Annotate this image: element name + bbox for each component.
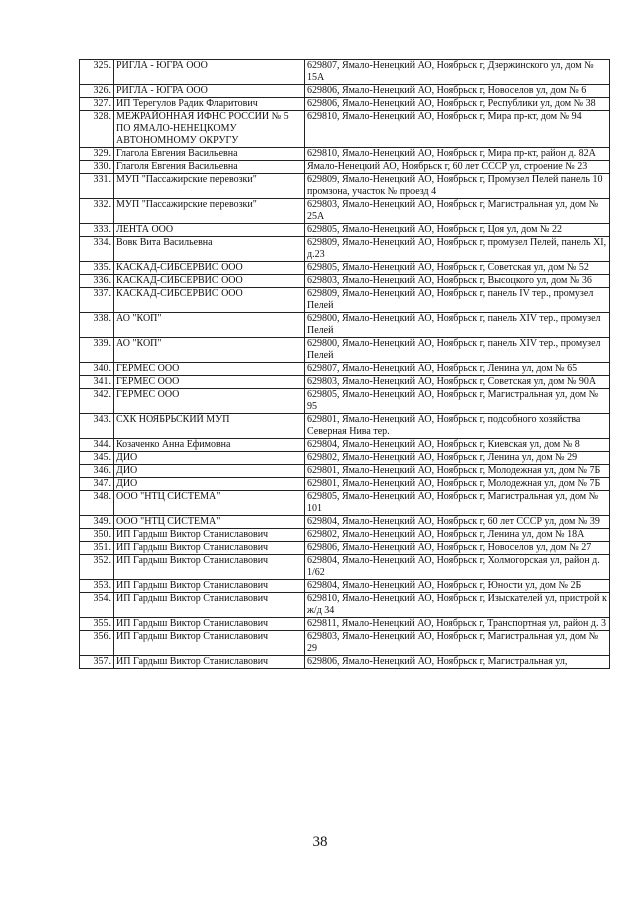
table-row [80,363,610,376]
row-number: 345. [80,452,114,465]
organization-name: ГЕРМЕС ООО [114,389,305,414]
table-row [80,224,610,237]
row-number: 340. [80,363,114,376]
organization-name: ООО "НТЦ СИСТЕМА" [114,491,305,516]
address: 629804, Ямало-Ненецкий АО, Ноябрьск г, Юности ул, дом № 2Б [305,580,610,593]
row-number: 356. [80,631,114,656]
organization-name: ГЕРМЕС ООО [114,376,305,389]
table-row [80,288,610,313]
row-number: 338. [80,313,114,338]
address: 629803, Ямало-Ненецкий АО, Ноябрьск г, Магистральная ул, дом № 25А [305,199,610,224]
table-row [80,414,610,439]
organization-name: МЕЖРАЙОННАЯ ИФНС РОССИИ № 5 ПО ЯМАЛО-НЕНЕЦКОМУ АВТОНОМНОМУ ОКРУГУ [114,111,305,148]
row-number: 325. [80,60,114,85]
organization-name: Вовк Вита Васильевна [114,237,305,262]
table-row [80,618,610,631]
organization-name: ИП Терегулов Радик Фларитович [114,98,305,111]
address: 629803, Ямало-Ненецкий АО, Ноябрьск г, Магистральная ул, дом № 29 [305,631,610,656]
row-number: 357. [80,656,114,669]
address: 629810, Ямало-Ненецкий АО, Ноябрьск г, Изыскателей ул, пристрой к ж/д 34 [305,593,610,618]
address: 629803, Ямало-Ненецкий АО, Ноябрьск г, Советская ул, дом № 90А [305,376,610,389]
row-number: 330. [80,161,114,174]
address: 629804, Ямало-Ненецкий АО, Ноябрьск г, Холмогорская ул, район д. 1/62 [305,555,610,580]
organization-name: МУП "Пассажирские перевозки" [114,174,305,199]
row-number: 328. [80,111,114,148]
table-row [80,376,610,389]
address: 629810, Ямало-Ненецкий АО, Ноябрьск г, Мира пр-кт, дом № 94 [305,111,610,148]
table-row [80,516,610,529]
organization-name: ГЕРМЕС ООО [114,363,305,376]
address: 629809, Ямало-Ненецкий АО, Ноябрьск г, промузел Пелей, панель XI, д.23 [305,237,610,262]
row-number: 355. [80,618,114,631]
row-number: 347. [80,478,114,491]
address: 629801, Ямало-Ненецкий АО, Ноябрьск г, подсобного хозяйства Северная Нива тер. [305,414,610,439]
table-row [80,478,610,491]
address: 629805, Ямало-Ненецкий АО, Ноябрьск г, Магистральная ул, дом № 101 [305,491,610,516]
row-number: 336. [80,275,114,288]
row-number: 334. [80,237,114,262]
address: 629811, Ямало-Ненецкий АО, Ноябрьск г, Транспортная ул, район д. 3 [305,618,610,631]
address: 629804, Ямало-Ненецкий АО, Ноябрьск г, 60 лет СССР ул, дом № 39 [305,516,610,529]
row-number: 335. [80,262,114,275]
organization-name: РИГЛА - ЮГРА ООО [114,85,305,98]
row-number: 333. [80,224,114,237]
row-number: 329. [80,148,114,161]
table-row [80,529,610,542]
address: 629805, Ямало-Ненецкий АО, Ноябрьск г, Советская ул, дом № 52 [305,262,610,275]
address: 629805, Ямало-Ненецкий АО, Ноябрьск г, Цоя ул, дом № 22 [305,224,610,237]
address: 629809, Ямало-Ненецкий АО, Ноябрьск г, Промузел Пелей панель 10 промзона, участок № проезд 4 [305,174,610,199]
address: 629800, Ямало-Ненецкий АО, Ноябрьск г, панель XIV тер., промузел Пелей [305,338,610,363]
address: 629805, Ямало-Ненецкий АО, Ноябрьск г, Магистральная ул, дом № 95 [305,389,610,414]
row-number: 353. [80,580,114,593]
address: 629800, Ямало-Ненецкий АО, Ноябрьск г, панель XIV тер., промузел Пелей [305,313,610,338]
address: 629803, Ямало-Ненецкий АО, Ноябрьск г, Высоцкого ул, дом № 36 [305,275,610,288]
address: 629806, Ямало-Ненецкий АО, Ноябрьск г, Новоселов ул, дом № 27 [305,542,610,555]
table-row [80,275,610,288]
organization-name: ИП Гардыш Виктор Станиславович [114,618,305,631]
organization-name: ДИО [114,452,305,465]
address: 629806, Ямало-Ненецкий АО, Ноябрьск г, Новоселов ул, дом № 6 [305,85,610,98]
address: Ямало-Ненецкий АО, Ноябрьск г, 60 лет СССР ул, строение № 23 [305,161,610,174]
row-number: 339. [80,338,114,363]
organization-name: Козаченко Анна Ефимовна [114,439,305,452]
table-row [80,631,610,656]
organization-name: ИП Гардыш Виктор Станиславович [114,631,305,656]
registry-table [79,59,610,669]
table-row [80,439,610,452]
address: 629806, Ямало-Ненецкий АО, Ноябрьск г, Республики ул, дом № 38 [305,98,610,111]
table-row [80,111,610,148]
organization-name: РИГЛА - ЮГРА ООО [114,60,305,85]
address: 629806, Ямало-Ненецкий АО, Ноябрьск г, Магистральная ул, [305,656,610,669]
organization-name: ИП Гардыш Виктор Станиславович [114,593,305,618]
table-row [80,338,610,363]
address: 629810, Ямало-Ненецкий АО, Ноябрьск г, Мира пр-кт, район д. 82А [305,148,610,161]
address: 629807, Ямало-Ненецкий АО, Ноябрьск г, Ленина ул, дом № 65 [305,363,610,376]
row-number: 327. [80,98,114,111]
row-number: 348. [80,491,114,516]
organization-name: МУП "Пассажирские перевозки" [114,199,305,224]
table-row [80,593,610,618]
row-number: 341. [80,376,114,389]
table-row [80,465,610,478]
row-number: 337. [80,288,114,313]
organization-name: ИП Гардыш Виктор Станиславович [114,529,305,542]
address: 629801, Ямало-Ненецкий АО, Ноябрьск г, Молодежная ул, дом № 7Б [305,465,610,478]
table-row [80,491,610,516]
organization-name: АО "КОП" [114,313,305,338]
organization-name: Глаголя Евгения Васильевна [114,161,305,174]
address: 629801, Ямало-Ненецкий АО, Ноябрьск г, Молодежная ул, дом № 7Б [305,478,610,491]
row-number: 349. [80,516,114,529]
address: 629802, Ямало-Ненецкий АО, Ноябрьск г, Ленина ул, дом № 18А [305,529,610,542]
row-number: 344. [80,439,114,452]
organization-name: СХК НОЯБРЬСКИЙ МУП [114,414,305,439]
organization-name: ИП Гардыш Виктор Станиславович [114,580,305,593]
table-row [80,580,610,593]
page-number: 38 [312,834,328,850]
table-row [80,313,610,338]
table-row [80,555,610,580]
table-row [80,148,610,161]
table-row [80,389,610,414]
organization-name: ИП Гардыш Виктор Станиславович [114,656,305,669]
organization-name: КАСКАД-СИБСЕРВИС ООО [114,275,305,288]
row-number: 354. [80,593,114,618]
organization-name: ООО "НТЦ СИСТЕМА" [114,516,305,529]
organization-name: ДИО [114,478,305,491]
table-row [80,98,610,111]
table-row [80,199,610,224]
organization-name: ИП Гардыш Виктор Станиславович [114,542,305,555]
address: 629807, Ямало-Ненецкий АО, Ноябрьск г, Дзержинского ул, дом № 15А [305,60,610,85]
organization-name: ИП Гардыш Виктор Станиславович [114,555,305,580]
address: 629809, Ямало-Ненецкий АО, Ноябрьск г, панель IV тер., промузел Пелей [305,288,610,313]
organization-name: ДИО [114,465,305,478]
organization-name: Глагола Евгения Васильевна [114,148,305,161]
row-number: 342. [80,389,114,414]
row-number: 351. [80,542,114,555]
organization-name: ЛЕНТА ООО [114,224,305,237]
row-number: 352. [80,555,114,580]
row-number: 332. [80,199,114,224]
row-number: 350. [80,529,114,542]
table-row [80,174,610,199]
address: 629804, Ямало-Ненецкий АО, Ноябрьск г, Киевская ул, дом № 8 [305,439,610,452]
organization-name: КАСКАД-СИБСЕРВИС ООО [114,288,305,313]
table-row [80,85,610,98]
organization-name: КАСКАД-СИБСЕРВИС ООО [114,262,305,275]
table-row [80,60,610,85]
row-number: 346. [80,465,114,478]
row-number: 331. [80,174,114,199]
row-number: 343. [80,414,114,439]
row-number: 326. [80,85,114,98]
table-row [80,542,610,555]
table-row [80,237,610,262]
table-row [80,452,610,465]
address: 629802, Ямало-Ненецкий АО, Ноябрьск г, Ленина ул, дом № 29 [305,452,610,465]
table-row [80,161,610,174]
organization-name: АО "КОП" [114,338,305,363]
registry-table-body [80,60,610,669]
table-row [80,656,610,669]
table-row [80,262,610,275]
